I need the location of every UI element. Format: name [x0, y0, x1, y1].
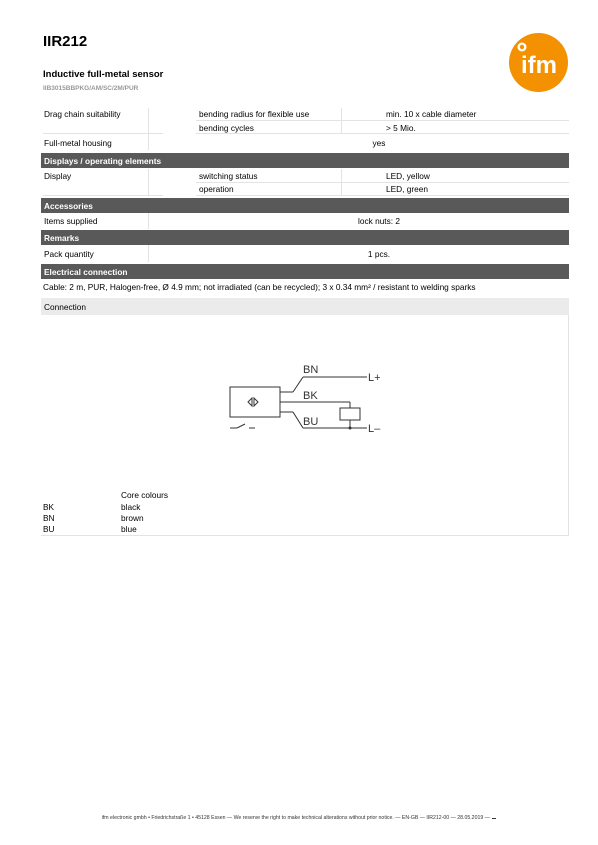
label-l-minus: L– — [368, 423, 381, 435]
label-bn: BN — [303, 364, 319, 376]
article-number: IIB3015BBPKG/AM/SC/2M/PUR — [43, 85, 139, 92]
section-electrical: Electrical connection — [41, 264, 569, 279]
display-row-2 — [41, 183, 569, 195]
label-bu: BU — [303, 416, 319, 428]
switching-status-label: switching status — [199, 171, 258, 181]
core-code: BU — [43, 524, 55, 534]
display-label: Display — [44, 171, 72, 181]
ifm-logo — [509, 33, 568, 92]
core-colours-heading: Core colours — [121, 490, 169, 500]
bending-radius-value: min. 10 x cable diameter — [386, 109, 477, 119]
switching-status-value: LED, yellow — [386, 171, 430, 181]
sensor-symbol — [248, 398, 258, 406]
operation-label: operation — [199, 184, 234, 194]
ifm-logo-mark — [509, 33, 568, 92]
divider — [41, 120, 569, 121]
product-subtitle: Inductive full-metal sensor — [43, 69, 164, 80]
switch-symbol — [237, 424, 245, 428]
core-colour: brown — [121, 513, 144, 523]
core-code: BN — [43, 513, 55, 523]
cable-spec: Cable: 2 m, PUR, Halogen-free, Ø 4.9 mm; not irradiated (can be recycled); 3 x 0.34 mm² / resistant to welding sparks — [43, 282, 476, 292]
divider — [148, 108, 149, 134]
bending-radius-label: bending radius for flexible use — [199, 109, 310, 119]
page-footer — [0, 812, 598, 821]
pack-quantity-label: Pack quantity — [44, 248, 94, 259]
load-symbol — [340, 408, 360, 420]
items-supplied-label: Items supplied — [44, 216, 98, 226]
operation-value: LED, green — [386, 184, 428, 194]
divider — [148, 245, 149, 262]
divider — [341, 108, 342, 134]
bending-cycles-label: bending cycles — [199, 122, 254, 133]
divider — [148, 213, 149, 229]
items-row — [41, 214, 569, 228]
core-colour: blue — [121, 524, 137, 534]
items-supplied-value: lock nuts: 2 — [358, 216, 400, 226]
core-colour: black — [121, 502, 141, 512]
page-number-link[interactable] — [492, 812, 496, 819]
core-code: BK — [43, 502, 55, 512]
sensor-body — [230, 387, 280, 417]
display-row-1 — [41, 170, 569, 182]
connection-heading: Connection — [41, 298, 569, 315]
section-remarks: Remarks — [41, 230, 569, 245]
section-displays: Displays / operating elements — [41, 153, 569, 168]
divider — [148, 134, 149, 150]
drag-chain-label: Drag chain suitability — [44, 109, 121, 119]
pack-quantity-value: 1 pcs. — [367, 248, 391, 259]
wiring-diagram — [225, 358, 390, 438]
label-bk: BK — [303, 390, 318, 402]
logo-text: ifm — [521, 52, 557, 79]
footer-text: ifm electronic gmbh • Friedrichstraße 1 • 45128 Essen — We reserve the right to make technical alterations without prior notice. — EN-GB — IIR212-00 — 28.05.2019 — — [101, 815, 490, 821]
divider — [41, 182, 569, 183]
product-title: IIR212 — [43, 33, 88, 50]
divider — [41, 133, 569, 134]
housing-row — [41, 135, 569, 150]
divider — [41, 195, 569, 196]
pack-row — [41, 246, 569, 261]
housing-label: Full-metal housing — [44, 137, 112, 148]
section-accessories: Accessories — [41, 198, 569, 213]
label-l-plus: L+ — [368, 372, 381, 384]
bending-cycles-value: > 5 Mio. — [386, 122, 416, 133]
drag-chain-row-1 — [41, 108, 569, 120]
housing-value: yes — [372, 137, 386, 148]
